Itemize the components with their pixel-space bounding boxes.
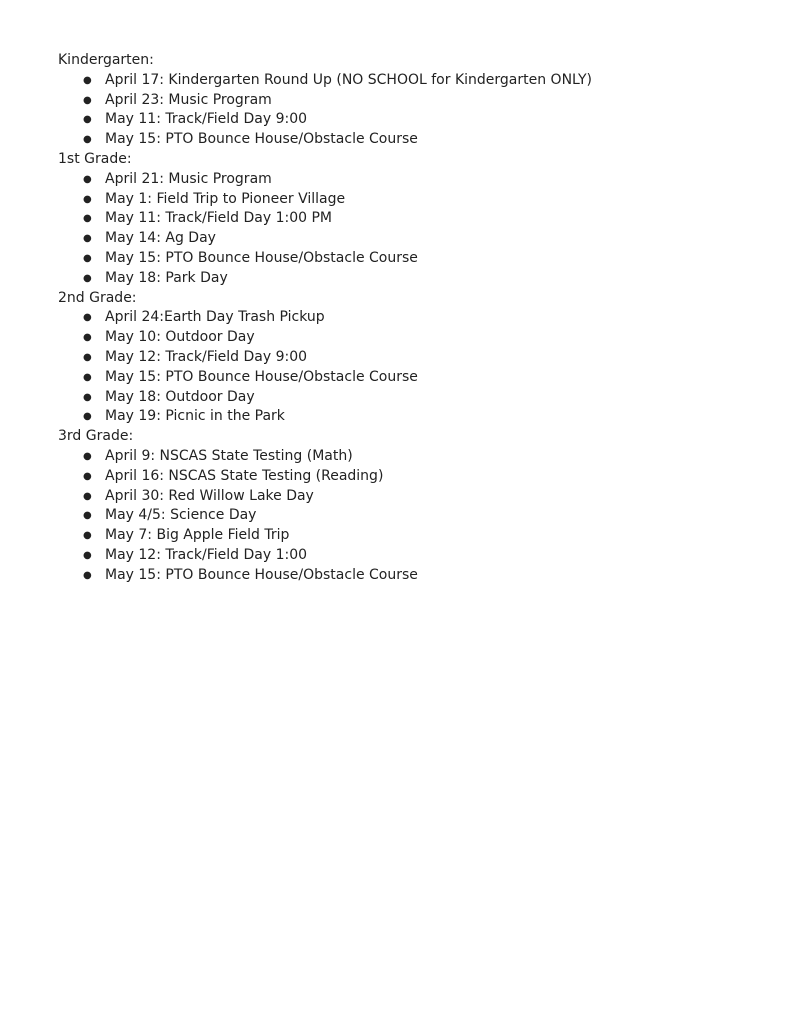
event-text: May 11: Track/Field Day 9:00	[105, 111, 308, 128]
bullet-icon: ●	[83, 272, 92, 284]
list-item	[58, 308, 758, 328]
event-text: May 15: PTO Bounce House/Obstacle Course	[105, 131, 418, 148]
list-item	[58, 388, 758, 408]
list-item	[58, 487, 758, 507]
list-item	[58, 526, 758, 546]
bullet-icon: ●	[83, 134, 92, 146]
bullet-icon: ●	[83, 351, 92, 363]
grade-section-3rd-grade	[58, 427, 758, 585]
bullet-icon: ●	[83, 332, 92, 344]
bullet-icon: ●	[83, 193, 92, 205]
bullet-icon: ●	[83, 74, 92, 86]
bullet-icon: ●	[83, 94, 92, 106]
event-text: May 18: Outdoor Day	[105, 388, 255, 405]
list-item	[58, 506, 758, 526]
event-text: May 15: PTO Bounce House/Obstacle Course	[105, 566, 418, 583]
list-item	[58, 368, 758, 388]
event-list	[58, 308, 758, 427]
list-item	[58, 447, 758, 467]
event-list	[58, 170, 758, 289]
list-item	[58, 71, 758, 91]
list-item	[58, 170, 758, 190]
grade-heading: 3rd Grade:	[58, 428, 134, 445]
document-page	[58, 51, 758, 586]
bullet-icon: ●	[83, 470, 92, 482]
list-item	[58, 249, 758, 269]
event-text: April 17: Kindergarten Round Up (NO SCHOOL for Kindergarten ONLY)	[105, 71, 592, 88]
list-item	[58, 467, 758, 487]
bullet-icon: ●	[83, 490, 92, 502]
bullet-icon: ●	[83, 252, 92, 264]
grade-section-1st-grade	[58, 150, 758, 289]
event-text: May 12: Track/Field Day 1:00	[105, 546, 308, 563]
list-item	[58, 190, 758, 210]
event-text: May 18: Park Day	[105, 269, 228, 286]
event-text: May 15: PTO Bounce House/Obstacle Course	[105, 368, 418, 385]
list-item	[58, 546, 758, 566]
event-text: May 12: Track/Field Day 9:00	[105, 348, 308, 365]
bullet-icon: ●	[83, 530, 92, 542]
event-text: May 7: Big Apple Field Trip	[105, 527, 290, 544]
bullet-icon: ●	[83, 173, 92, 185]
list-item	[58, 91, 758, 111]
event-text: May 15: PTO Bounce House/Obstacle Course	[105, 249, 418, 266]
list-item	[58, 130, 758, 150]
event-text: May 11: Track/Field Day 1:00 PM	[105, 210, 332, 227]
event-text: April 30: Red Willow Lake Day	[105, 487, 314, 504]
bullet-icon: ●	[83, 233, 92, 245]
list-item	[58, 110, 758, 130]
bullet-icon: ●	[83, 510, 92, 522]
grade-section-2nd-grade	[58, 289, 758, 428]
grade-section-kindergarten	[58, 51, 758, 150]
event-text: April 21: Music Program	[105, 170, 272, 187]
event-text: April 9: NSCAS State Testing (Math)	[105, 447, 353, 464]
event-list	[58, 71, 758, 150]
list-item	[58, 269, 758, 289]
list-item	[58, 328, 758, 348]
event-text: April 24:Earth Day Trash Pickup	[105, 309, 325, 326]
bullet-icon: ●	[83, 569, 92, 581]
list-item	[58, 229, 758, 249]
event-text: May 19: Picnic in the Park	[105, 408, 285, 425]
event-text: May 14: Ag Day	[105, 230, 216, 247]
event-text: May 1: Field Trip to Pioneer Village	[105, 190, 346, 207]
event-text: April 23: Music Program	[105, 91, 272, 108]
grade-heading: 1st Grade:	[58, 150, 132, 167]
list-item	[58, 209, 758, 229]
bullet-icon: ●	[83, 391, 92, 403]
list-item	[58, 348, 758, 368]
grade-heading: 2nd Grade:	[58, 289, 137, 306]
bullet-icon: ●	[83, 213, 92, 225]
event-list	[58, 447, 758, 586]
bullet-icon: ●	[83, 450, 92, 462]
bullet-icon: ●	[83, 411, 92, 423]
event-text: May 4/5: Science Day	[105, 507, 257, 524]
event-text: May 10: Outdoor Day	[105, 329, 255, 346]
list-item	[58, 566, 758, 586]
bullet-icon: ●	[83, 371, 92, 383]
event-text: April 16: NSCAS State Testing (Reading)	[105, 467, 384, 484]
bullet-icon: ●	[83, 114, 92, 126]
bullet-icon: ●	[83, 312, 92, 324]
grade-heading: Kindergarten:	[58, 52, 154, 68]
bullet-icon: ●	[83, 549, 92, 561]
list-item	[58, 407, 758, 427]
